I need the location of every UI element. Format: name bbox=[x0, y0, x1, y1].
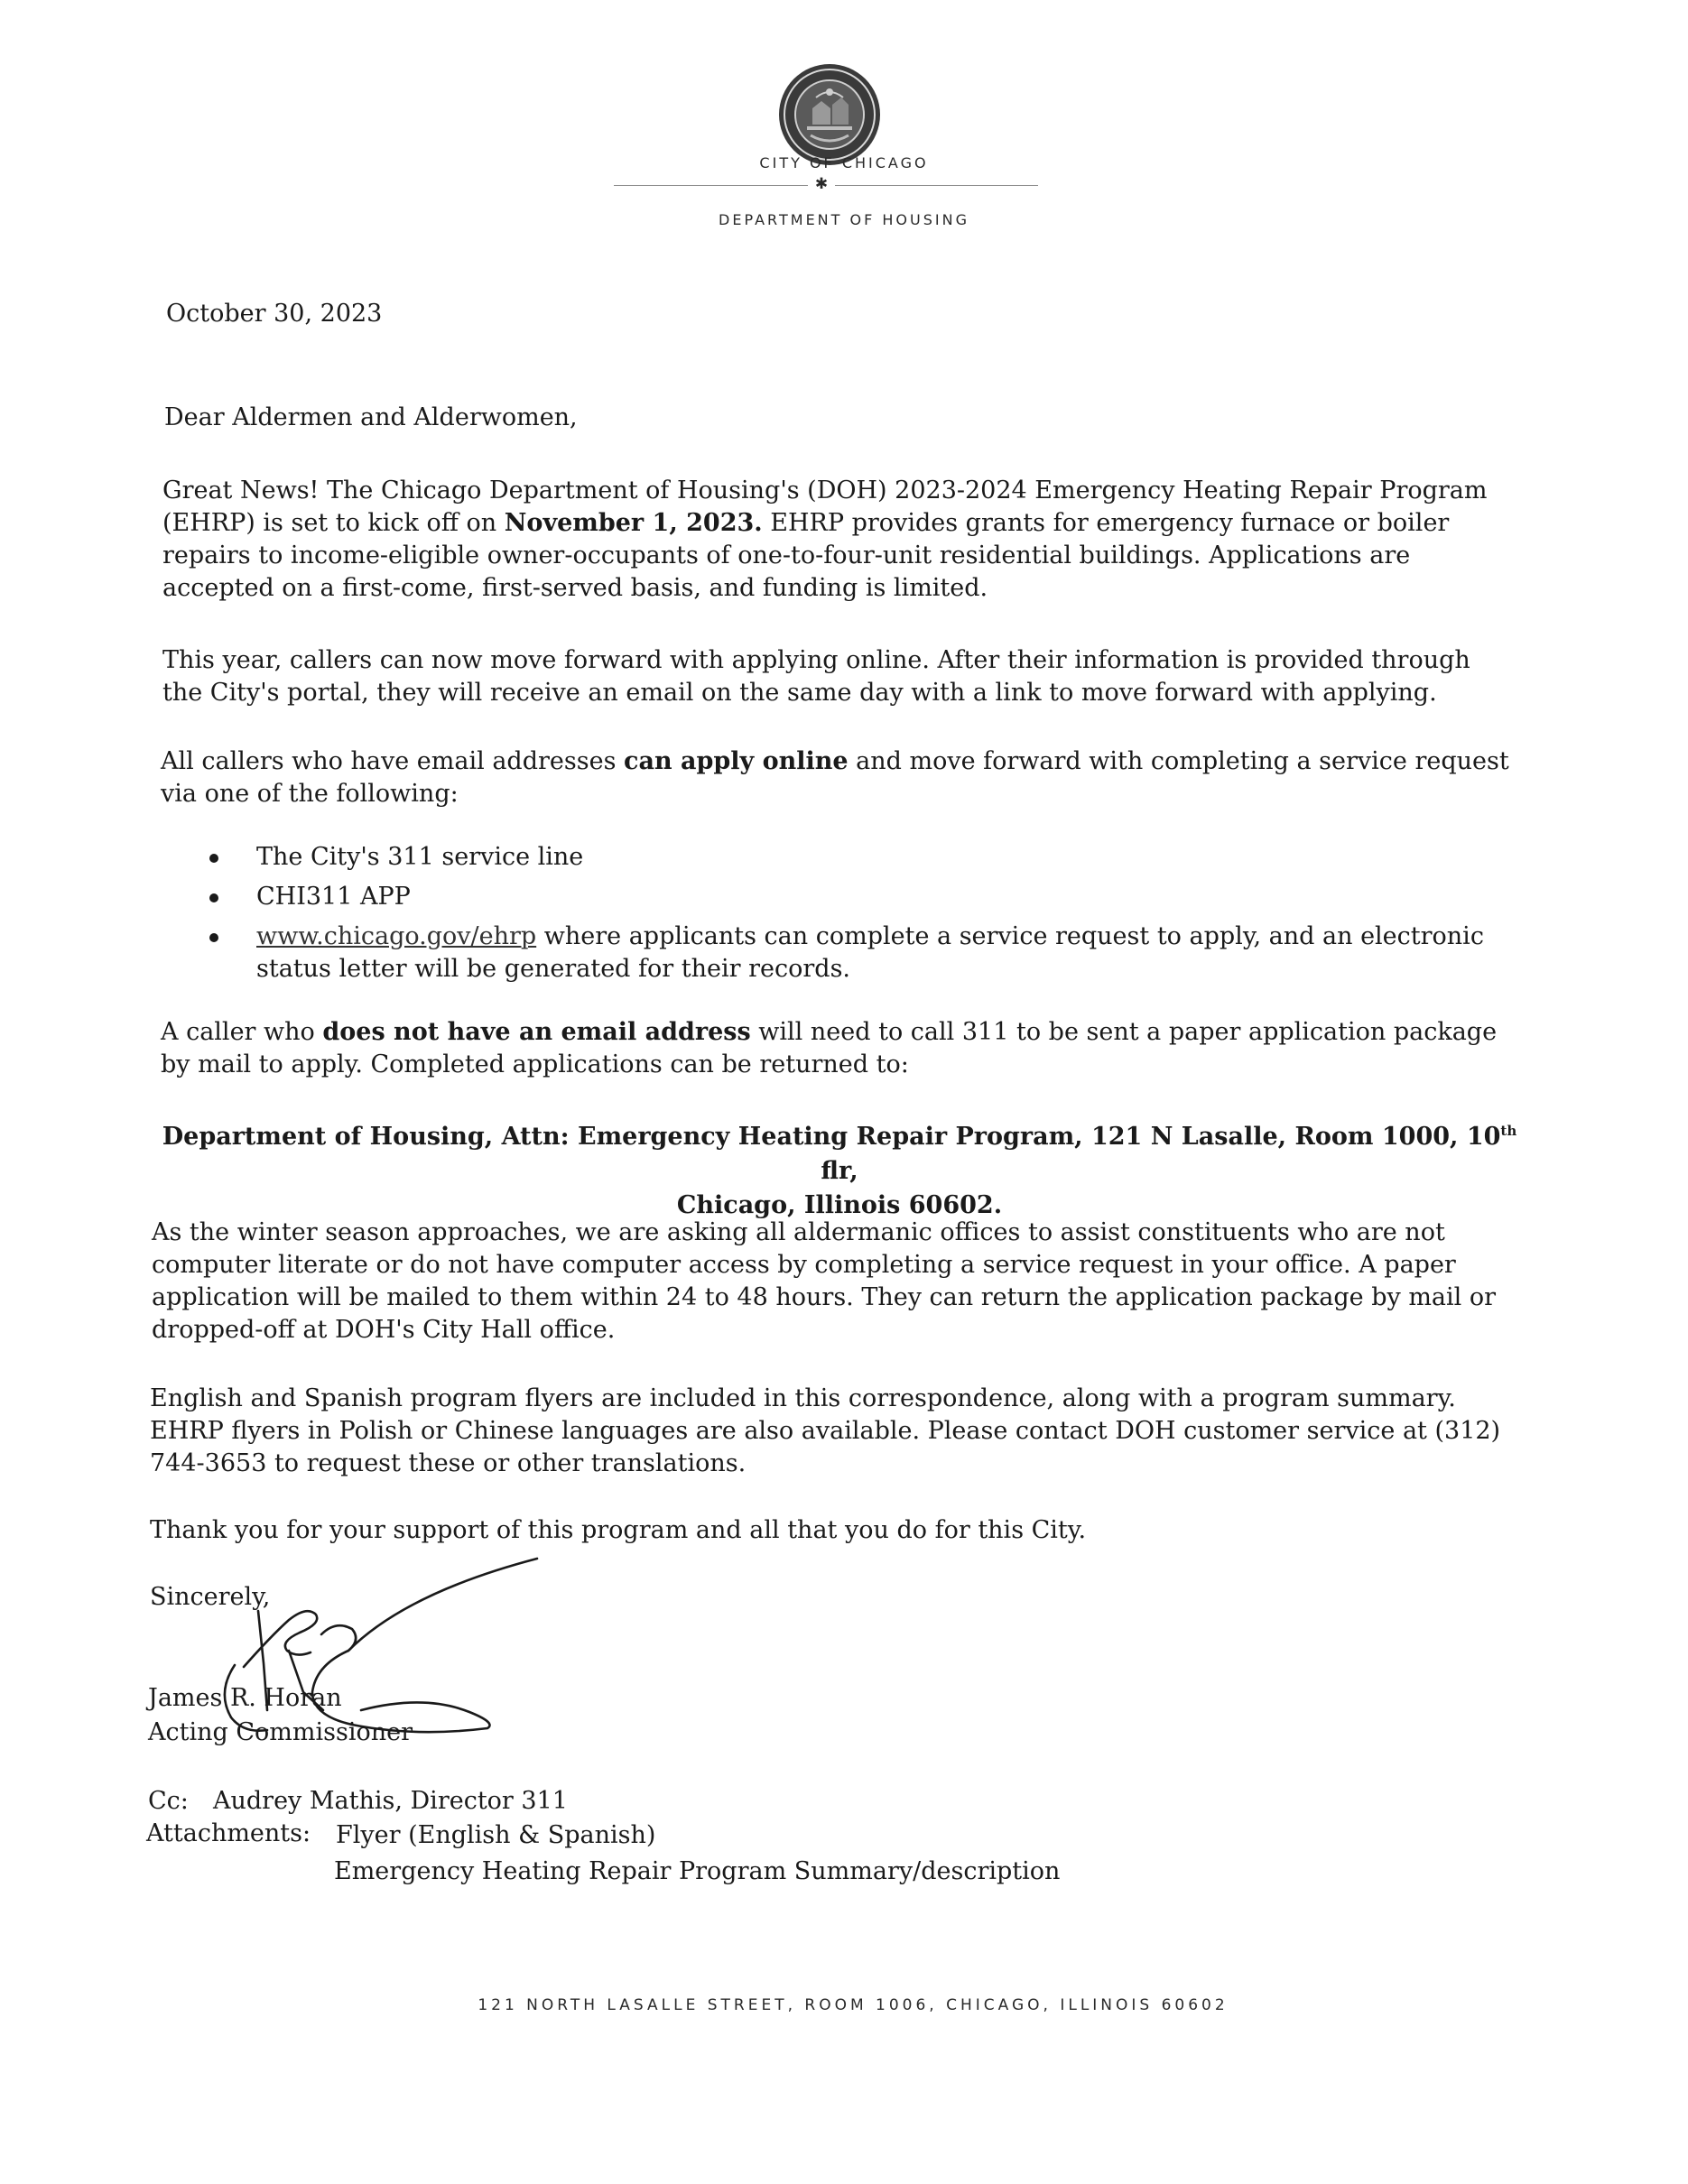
return-address bbox=[153, 1114, 1526, 1223]
paragraph-intro-text-1: Great News! The Chicago Department of Housing's (DOH) 2023-2024 Emergency Heating Repair Program (EHRP) is set to kick off on bbox=[162, 477, 1488, 537]
list-item bbox=[162, 881, 1516, 913]
return-address-line2: Chicago, Illinois 60602. bbox=[676, 1191, 1003, 1219]
footer-address: 121 NORTH LASALLE STREET, ROOM 1006, CHICAGO, ILLINOIS 60602 bbox=[478, 1996, 1229, 2014]
signer-title: Acting Commissioner bbox=[148, 1718, 413, 1746]
paragraph-apply-text-2: and move forward with completing a service request via one of the following: bbox=[161, 747, 1509, 808]
paragraph-flyers: English and Spanish program flyers are included in this correspondence, along with a program summary. EHRP flyers in Polish or Chinese languages are also available. Please contact DOH customer service at (312) 744-3653 to request these or other translations. bbox=[150, 1384, 1501, 1477]
paragraph-no-email-text-1: A caller who bbox=[161, 1018, 323, 1046]
letter-date: October 30, 2023 bbox=[166, 300, 383, 328]
attachments-label: Attachments: bbox=[146, 1819, 311, 1847]
launch-date-bold: November 1, 2023. bbox=[504, 509, 763, 537]
ehrp-link[interactable]: www.chicago.gov/ehrp bbox=[256, 922, 537, 950]
apply-options-list bbox=[162, 841, 1516, 993]
return-address-floor: flr, bbox=[821, 1157, 858, 1185]
letterhead-city: CITY OF CHICAGO bbox=[759, 154, 929, 171]
asterisk-icon: ✱ bbox=[814, 175, 829, 193]
paragraph-apply-online bbox=[161, 745, 1533, 810]
apply-online-bold: can apply online bbox=[624, 747, 849, 775]
paragraph-no-email bbox=[161, 1016, 1515, 1081]
letterhead-rule-right bbox=[835, 185, 1038, 186]
paragraph-apply-text-1: All callers who have email addresses bbox=[161, 747, 625, 775]
signer-name: James R. Horan bbox=[148, 1684, 342, 1712]
bullet-icon bbox=[209, 933, 218, 942]
paragraph-no-email-text-2: will need to call 311 to be sent a paper application package by mail to apply. Completed applications can be returned to: bbox=[161, 1018, 1498, 1078]
paragraph-thanks: Thank you for your support of this program and all that you do for this City. bbox=[150, 1516, 1087, 1544]
paragraph-intro-text-2: EHRP provides grants for emergency furnace or boiler repairs to income-eligible owner-occupants of one-to-four-unit residential buildings. Applications are accepted on a first-come, first-served basis, and funding is limited. bbox=[162, 509, 1450, 602]
attachment-item: Emergency Heating Repair Program Summary/description bbox=[334, 1857, 1061, 1885]
cc-value: Audrey Mathis, Director 311 bbox=[213, 1787, 568, 1815]
list-item-text: where applicants can complete a service request to apply, and an electronic status letter will be generated for their records. bbox=[256, 922, 1484, 983]
return-address-line1: Department of Housing, Attn: Emergency Heating Repair Program, 121 N Lasalle, Room 1000, 10 bbox=[162, 1123, 1501, 1151]
letterhead-department: DEPARTMENT OF HOUSING bbox=[719, 211, 969, 228]
paragraph-intro bbox=[162, 475, 1516, 605]
list-item-text: CHI311 APP bbox=[256, 883, 411, 911]
no-email-bold: does not have an email address bbox=[322, 1018, 751, 1046]
attachment-item: Flyer (English & Spanish) bbox=[336, 1821, 656, 1849]
letterhead-rule-left bbox=[614, 185, 808, 186]
paragraph-online: This year, callers can now move forward with applying online. After their information is provided through the City's portal, they will receive an email on the same day with a link to move forward with applying. bbox=[162, 646, 1470, 707]
return-address-sup: th bbox=[1500, 1123, 1517, 1139]
list-item bbox=[162, 841, 1516, 874]
paragraph-winter: As the winter season approaches, we are asking all aldermanic offices to assist constituents who are not computer literate or do not have computer access by completing a service request in your office. A paper application will be mailed to them within 24 to 48 hours. They can return the application package by mail or dropped-off at DOH's City Hall office. bbox=[152, 1218, 1497, 1344]
salutation: Dear Aldermen and Alderwomen, bbox=[164, 403, 578, 431]
list-item bbox=[162, 921, 1516, 986]
bullet-icon bbox=[209, 854, 218, 863]
bullet-icon bbox=[209, 893, 218, 902]
cc-label: Cc: bbox=[148, 1787, 189, 1815]
list-item-text: The City's 311 service line bbox=[256, 843, 584, 871]
city-seal-icon bbox=[776, 61, 883, 168]
closing: Sincerely, bbox=[150, 1583, 271, 1611]
